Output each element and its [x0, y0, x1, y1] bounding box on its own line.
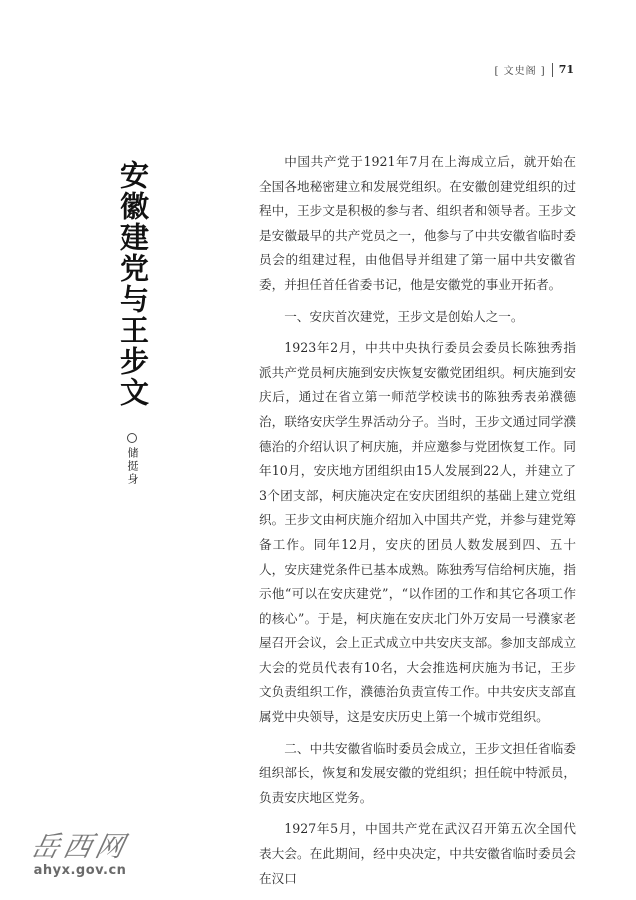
paragraph: 中国共产党于1921年7月在上海成立后，就开始在全国各地秘密建立和发展党组织。在安徽创建党组织的过程中，王步文是积极的参与者、组织者和领导者。王步文是安徽最早的共产党员之一，他参与了中共安徽省临时委员会的组建过程，由他倡导并组建了第一届中共安徽省委，并担任首任省委书记，他是安徽党的事业开拓者。: [259, 154, 576, 292]
page-number: 71: [558, 63, 574, 76]
circle-bullet-icon: [127, 433, 137, 443]
header-divider: [552, 63, 553, 77]
author-name: 储挺身: [126, 447, 139, 486]
paragraph: 1923年2月，中共中央执行委员会委员长陈独秀指派共产党员柯庆施到安庆恢复安徽党团组织。柯庆施到安庆后，通过在省立第一师范学校读书的陈独秀表弟濮德治，联络安庆学生界活动分子。当时，王步文通过同学濮德治的介绍认识了柯庆施，并应邀参与党团恢复工作。同年10月，安庆地方团组织由15人发展到22人，并建立了3个团支部，柯庆施决定在安庆团组织的基础上建立党组织。王步文由柯庆施介绍加入中国共产党，并参与建党筹备工作。同年12月，安庆的团员人数发展到四、五十人，安庆建党条件已基本成熟。陈独秀写信给柯庆施，指示他“可以在安庆建党”，“以作团的工作和其它各项工作的核心”。于是，柯庆施在安庆北门外万安局一号濮家老屋召开会议，会上正式成立中共安庆支部。参加支部成立大会的党员代表有10名，大会推选柯庆施为书记，王步文负责组织工作，濮德治负责宣传工作。中共安庆支部直属党中央领导，这是安庆历史上第一个城市党组织。: [259, 340, 576, 725]
article-body: [259, 150, 576, 898]
paragraph: 二、中共安徽省临时委员会成立，王步文担任省临委组织部长，恢复和发展安徽的党组织；担任皖中特派员，负责安庆地区党务。: [259, 740, 576, 805]
site-watermark: [28, 825, 132, 878]
running-header: [495, 62, 574, 77]
watermark-logo: 岳西网: [28, 830, 132, 863]
watermark-url: ahyx.gov.cn: [33, 863, 127, 878]
article-title: 安徽建党与王步文: [116, 160, 150, 408]
section-label: [ 文史阁 ]: [494, 66, 546, 77]
paragraph: 1927年5月，中国共产党在武汉召开第五次全国代表大会。在此期间，经中央决定，中共安徽省临时委员会在汉口: [259, 821, 576, 886]
paragraph: 一、安庆首次建党，王步文是创始人之一。: [284, 308, 524, 324]
author-block: [124, 433, 140, 486]
